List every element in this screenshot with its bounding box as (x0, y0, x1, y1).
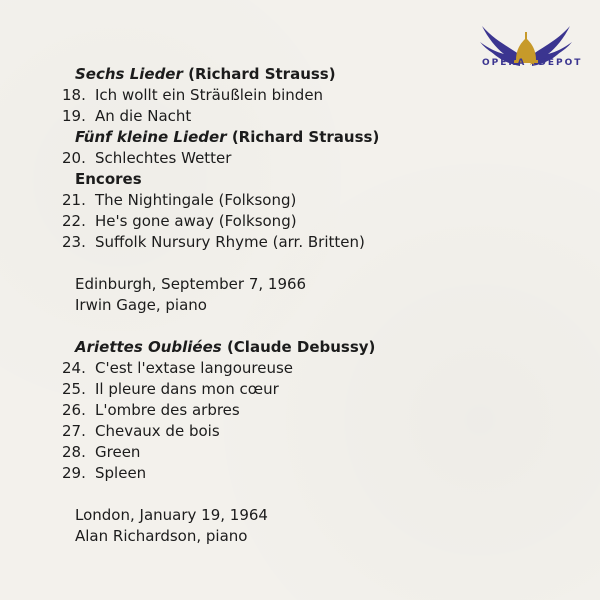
track-title: Suffolk Nursury Rhyme (arr. Britten) (95, 233, 365, 251)
track-item (62, 379, 482, 400)
track-number: 21. (62, 191, 86, 209)
track-title: Schlechtes Wetter (95, 149, 232, 167)
track-title: An die Nacht (95, 107, 192, 125)
brand-logo-text (482, 58, 583, 68)
track-title: Green (95, 443, 141, 461)
track-number: 29. (62, 464, 86, 482)
track-item (62, 148, 482, 169)
track-title: L'ombre des arbres (95, 401, 240, 419)
track-title: Spleen (95, 464, 147, 482)
recording-place-date: London, January 19, 1964 (75, 506, 268, 524)
track-item (62, 358, 482, 379)
track-title: Chevaux de bois (95, 422, 220, 440)
recording-place-date: Edinburgh, September 7, 1966 (75, 275, 307, 293)
track-item (62, 421, 482, 442)
track-title: He's gone away (Folksong) (95, 212, 297, 230)
track-number: 24. (62, 359, 86, 377)
recording-performer: Alan Richardson, piano (75, 527, 248, 545)
track-title: Ich wollt ein Sträußlein binden (95, 86, 324, 104)
track-item (62, 463, 482, 484)
track-number: 18. (62, 86, 86, 104)
recording-performer: Irwin Gage, piano (75, 296, 207, 314)
track-number: 28. (62, 443, 86, 461)
track-item (62, 232, 482, 253)
opera-depot-wings-icon (474, 18, 578, 78)
track-number: 19. (62, 107, 86, 125)
work-title: Encores (75, 170, 142, 188)
section-heading (62, 169, 482, 190)
track-title: The Nightingale (Folksong) (95, 191, 297, 209)
track-title: C'est l'extase langoureuse (95, 359, 293, 377)
section-heading (62, 337, 482, 358)
spacer (62, 253, 482, 274)
section-heading (62, 127, 482, 148)
spacer (62, 484, 482, 505)
composer: (Richard Strauss) (226, 128, 380, 146)
composer: (Richard Strauss) (182, 65, 336, 83)
tracklist (62, 64, 482, 547)
track-item (62, 211, 482, 232)
logo-word-left: OPERA (482, 58, 527, 68)
track-item (62, 400, 482, 421)
track-number: 20. (62, 149, 86, 167)
composer: (Claude Debussy) (221, 338, 376, 356)
spacer (62, 316, 482, 337)
track-item (62, 190, 482, 211)
work-title: Ariettes Oubliées (75, 338, 222, 356)
track-item (62, 85, 482, 106)
logo-word-right: DEPOT (538, 58, 583, 68)
track-number: 25. (62, 380, 86, 398)
work-title: Sechs Lieder (75, 65, 183, 83)
track-item (62, 442, 482, 463)
track-title: Il pleure dans mon cœur (95, 380, 279, 398)
section-heading (62, 64, 482, 85)
track-number: 27. (62, 422, 86, 440)
star-icon: ★ (528, 58, 537, 68)
track-number: 23. (62, 233, 86, 251)
track-number: 26. (62, 401, 86, 419)
track-item (62, 106, 482, 127)
work-title: Fünf kleine Lieder (75, 128, 227, 146)
track-number: 22. (62, 212, 86, 230)
